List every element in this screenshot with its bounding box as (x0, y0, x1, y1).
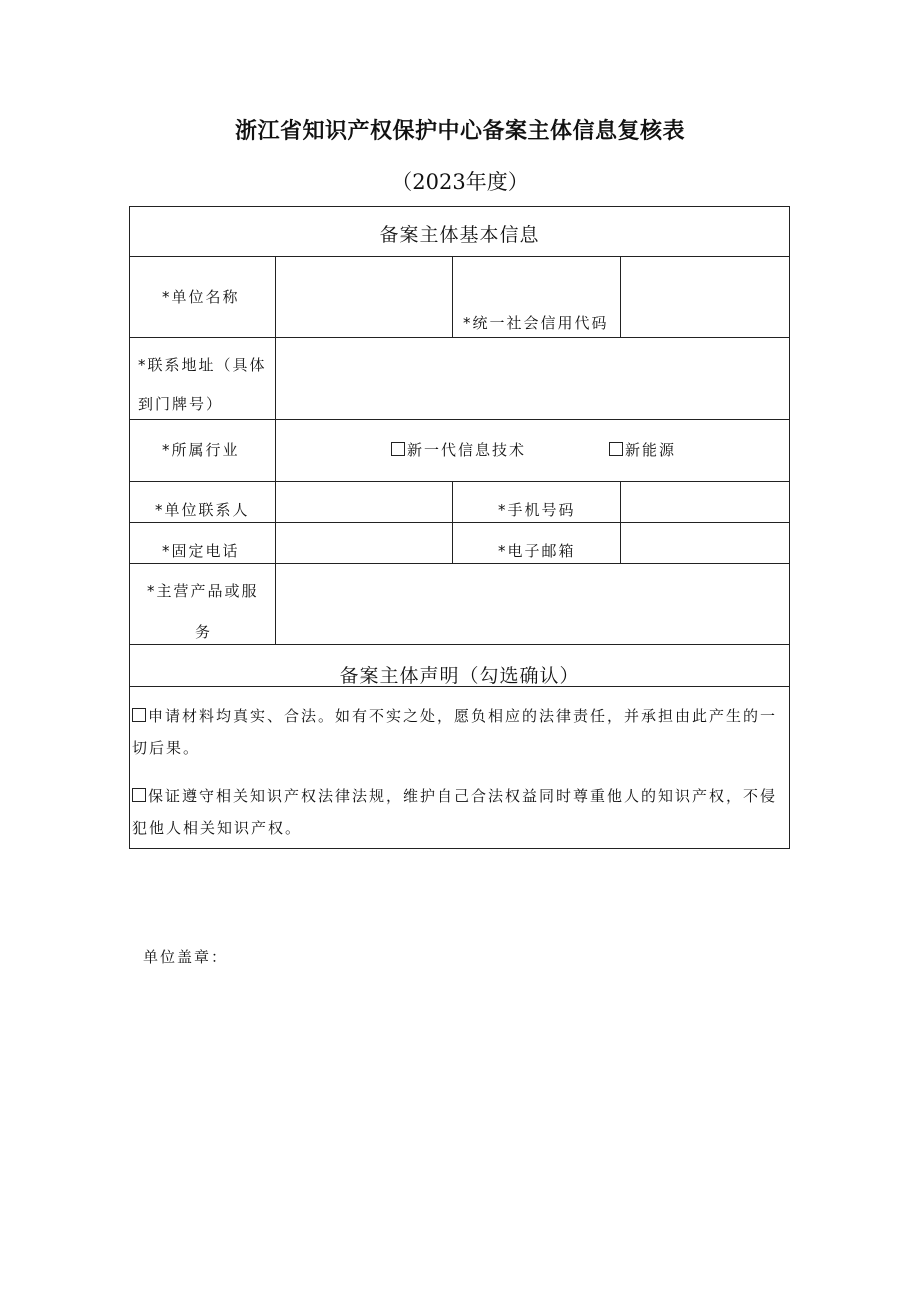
statement-1-line1: 申请材料均真实、合法。如有不实之处，愿负相应的法律责任，并承担由此产生的一 (148, 707, 778, 725)
checkbox-icon[interactable] (391, 442, 405, 456)
mobile-field[interactable] (621, 482, 789, 522)
industry-option-energy[interactable] (609, 440, 676, 460)
checkbox-icon[interactable] (132, 708, 146, 722)
col-divider (452, 256, 453, 338)
statement-2-line2: 犯他人相关知识产权。 (132, 819, 303, 837)
checkbox-icon[interactable] (132, 788, 146, 802)
product-label-line2: 务 (195, 623, 213, 641)
mobile-label: *手机号码 (498, 501, 576, 519)
phone-label: *固定电话 (162, 542, 240, 560)
industry-label: *所属行业 (162, 441, 240, 459)
contact-field[interactable] (276, 482, 452, 522)
email-field[interactable] (621, 523, 789, 563)
statement-1-line2: 切后果。 (132, 739, 201, 757)
row-divider (129, 419, 790, 420)
col-divider (452, 481, 453, 564)
industry-option-it-label: 新一代信息技术 (407, 441, 527, 459)
credit-code-field[interactable] (621, 257, 789, 337)
statement-2 (132, 780, 786, 844)
statement-1 (132, 700, 786, 764)
industry-option-energy-label: 新能源 (625, 441, 677, 459)
section-statement-heading: 备案主体声明（勾选确认） (339, 665, 580, 687)
industry-option-it[interactable] (391, 440, 526, 460)
form-year: （2023年度） (391, 170, 529, 194)
unit-name-label: *单位名称 (162, 288, 240, 306)
checkbox-icon[interactable] (609, 442, 623, 456)
product-field[interactable] (276, 564, 789, 644)
statement-2-line1: 保证遵守相关知识产权法律法规，维护自己合法权益同时尊重他人的知识产权，不侵 (148, 787, 778, 805)
address-label-line2: 到门牌号） (138, 395, 224, 413)
section-basic-info-heading: 备案主体基本信息 (379, 224, 540, 246)
row-divider (129, 644, 790, 645)
contact-label: *单位联系人 (155, 501, 250, 519)
seal-label: 单位盖章： (143, 948, 229, 966)
email-label: *电子邮箱 (498, 542, 576, 560)
form-title: 浙江省知识产权保护中心备案主体信息复核表 (234, 119, 685, 144)
address-field[interactable] (276, 338, 789, 419)
product-label-line1: *主营产品或服 (147, 582, 259, 600)
phone-field[interactable] (276, 523, 452, 563)
address-label-line1: *联系地址（具体 (138, 356, 267, 374)
unit-name-field[interactable] (276, 257, 452, 337)
credit-code-label: *统一社会信用代码 (463, 314, 609, 332)
